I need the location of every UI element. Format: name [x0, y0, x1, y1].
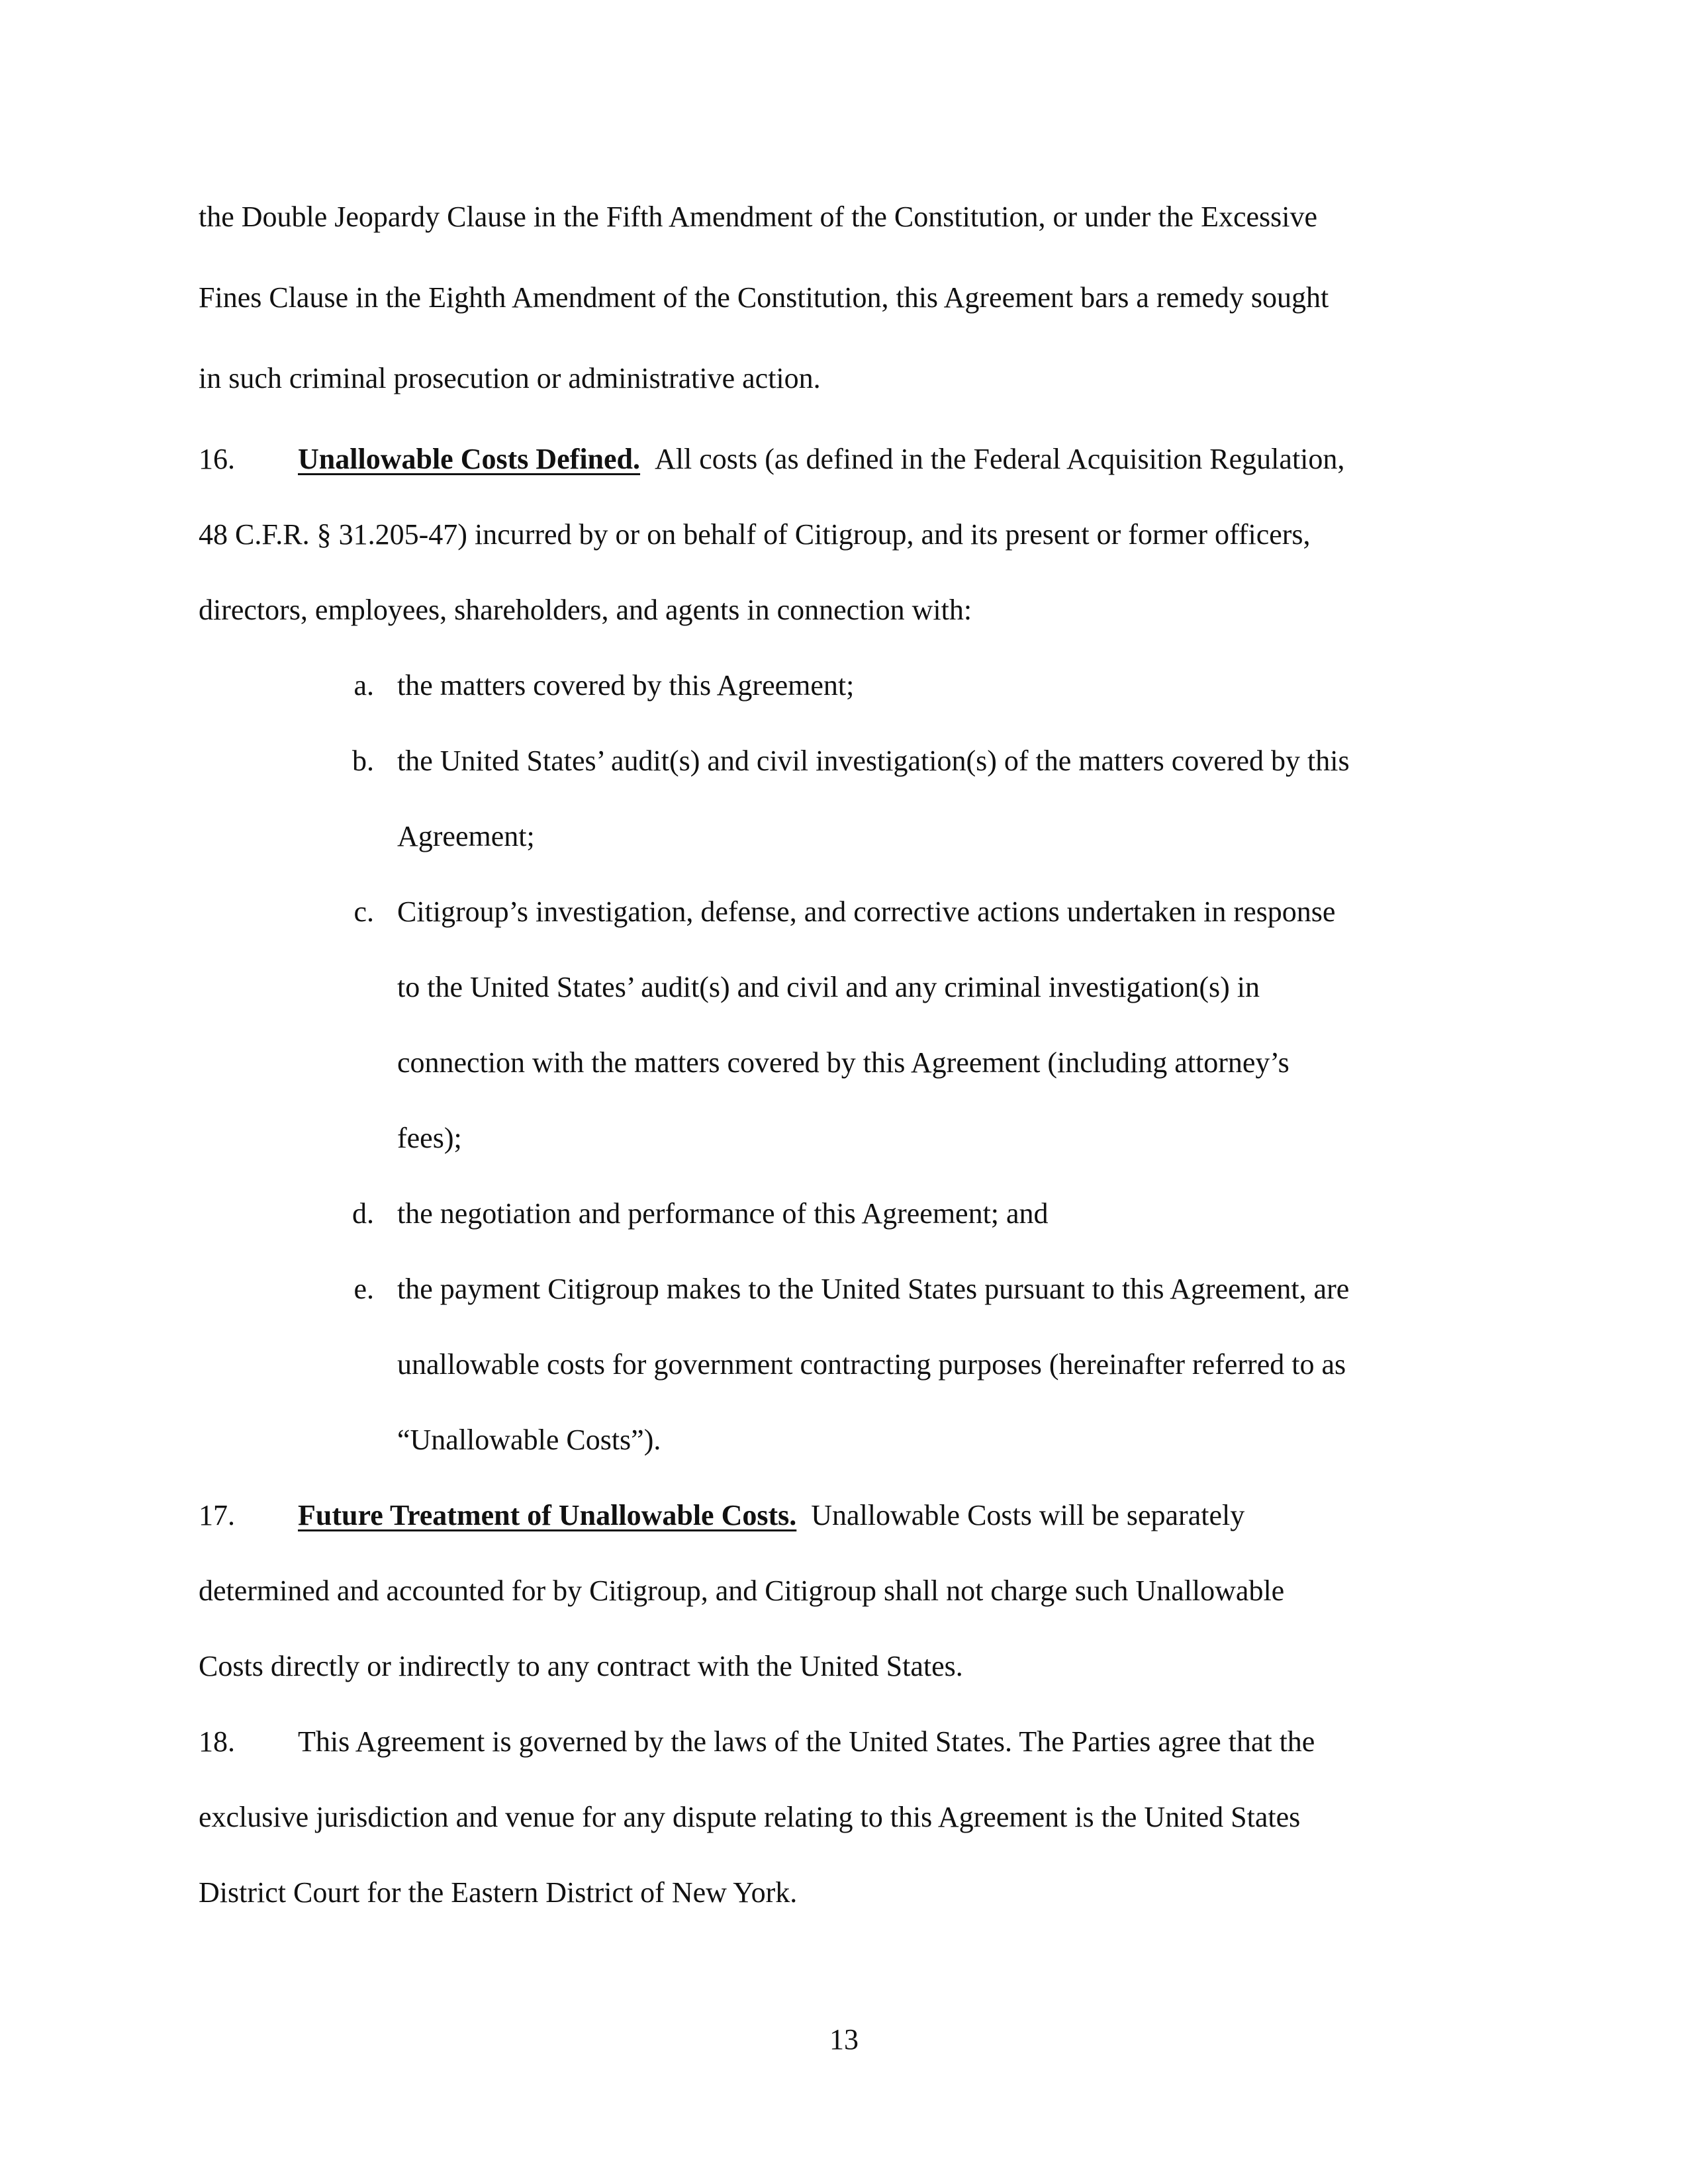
body-text-line: Fines Clause in the Eighth Amendment of the Constitution, this Agreement bars a remedy sought	[199, 281, 1329, 314]
list-item-marker: c.	[353, 895, 374, 928]
list-item-marker: a.	[353, 669, 374, 702]
list-item-text: Citigroup’s investigation, defense, and corrective actions undertaken in response	[397, 895, 1336, 928]
paragraph-number: 17.	[199, 1499, 235, 1531]
body-text-line: exclusive jurisdiction and venue for any dispute relating to this Agreement is the United States	[199, 1801, 1301, 1833]
body-text-line: determined and accounted for by Citigroup, and Citigroup shall not charge such Unallowable	[199, 1574, 1285, 1607]
body-text-line: the Double Jeopardy Clause in the Fifth Amendment of the Constitution, or under the Excessive	[199, 201, 1318, 233]
list-item-text: fees);	[397, 1122, 462, 1154]
body-text: All costs (as defined in the Federal Acquisition Regulation,	[655, 443, 1345, 475]
list-item-text: the matters covered by this Agreement;	[397, 669, 855, 702]
section-heading: Unallowable Costs Defined.	[298, 443, 641, 475]
body-text-line: Costs directly or indirectly to any contract with the United States.	[199, 1650, 963, 1682]
list-item-marker: d.	[352, 1197, 374, 1230]
body-text: Unallowable Costs will be separately	[811, 1499, 1245, 1531]
list-item-text: Agreement;	[397, 820, 535, 852]
paragraph-number: 16.	[199, 443, 235, 475]
list-item-text: “Unallowable Costs”).	[397, 1424, 661, 1456]
page-number: 13	[829, 2023, 859, 2056]
body-text-line: 48 C.F.R. § 31.205-47) incurred by or on behalf of Citigroup, and its present or former officers,	[199, 518, 1311, 551]
section-heading: Future Treatment of Unallowable Costs.	[298, 1499, 797, 1531]
body-text-line: This Agreement is governed by the laws of the United States. The Parties agree that the	[298, 1725, 1315, 1758]
list-item-marker: b.	[352, 745, 374, 777]
list-item-text: unallowable costs for government contracting purposes (hereinafter referred to as	[397, 1348, 1346, 1381]
list-item-text: the United States’ audit(s) and civil investigation(s) of the matters covered by this	[397, 745, 1350, 777]
list-item-text: the payment Citigroup makes to the United States pursuant to this Agreement, are	[397, 1273, 1350, 1305]
body-text-line: District Court for the Eastern District of New York.	[199, 1876, 798, 1909]
body-text-line: in such criminal prosecution or administrative action.	[199, 362, 821, 394]
list-item-text: the negotiation and performance of this Agreement; and	[397, 1197, 1049, 1230]
body-text-line: directors, employees, shareholders, and agents in connection with:	[199, 594, 972, 626]
paragraph-first-line	[298, 1501, 1244, 1530]
paragraph-number: 18.	[199, 1725, 235, 1758]
list-item-marker: e.	[353, 1273, 374, 1305]
paragraph-first-line	[298, 445, 1344, 474]
list-item-text: connection with the matters covered by this Agreement (including attorney’s	[397, 1046, 1289, 1079]
list-item-text: to the United States’ audit(s) and civil and any criminal investigation(s) in	[397, 971, 1260, 1003]
